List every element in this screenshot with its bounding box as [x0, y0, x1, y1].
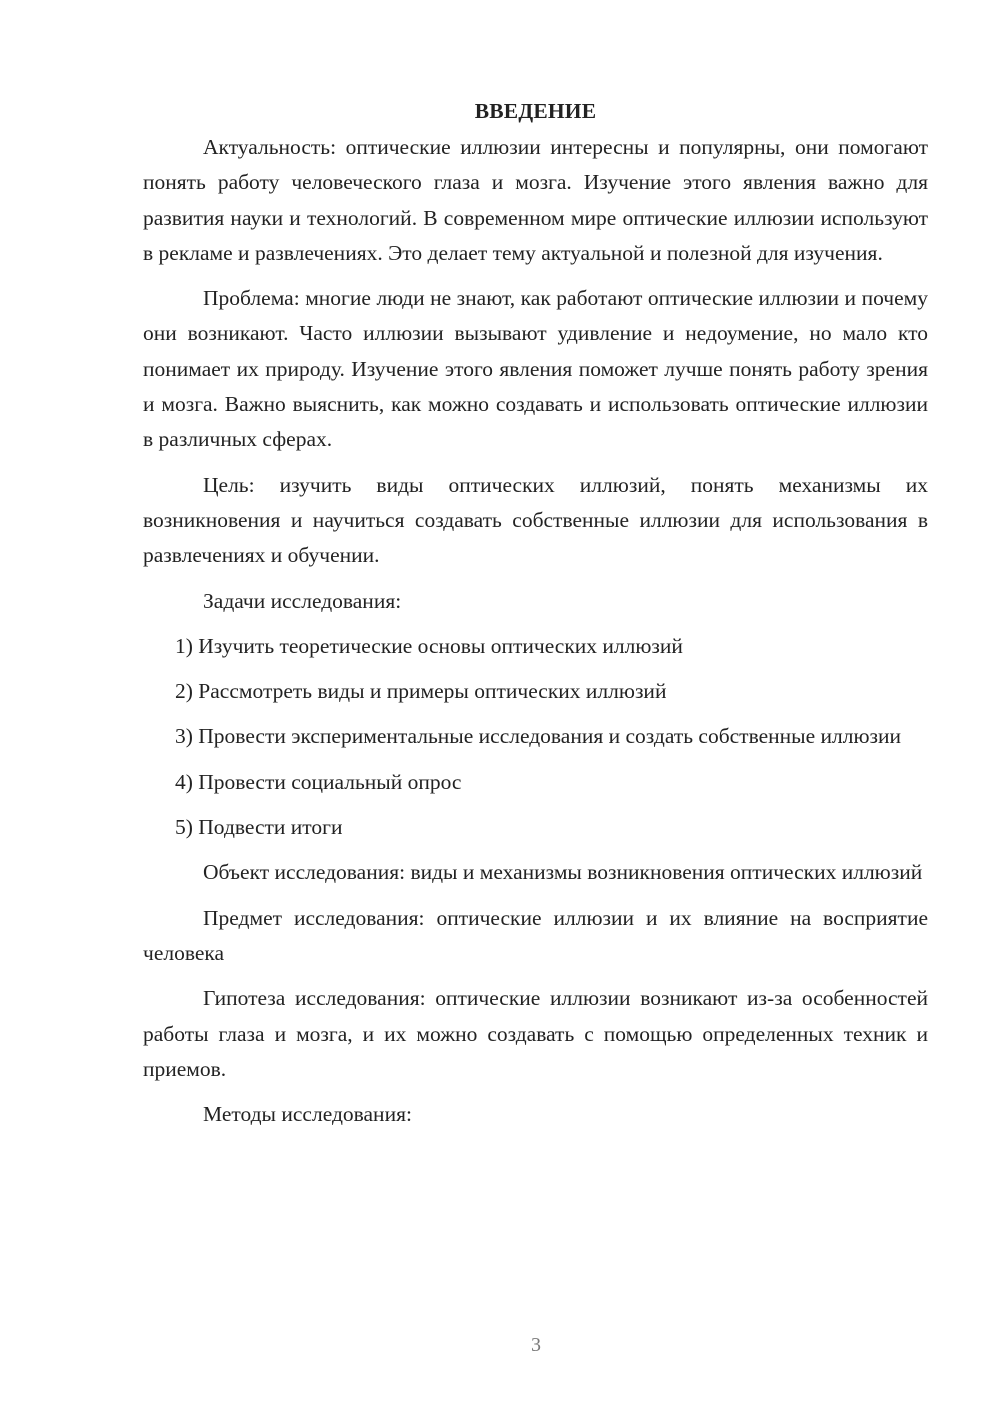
task-item: 1) Изучить теоретические основы оптических иллюзий: [175, 633, 683, 658]
page-content: [143, 94, 928, 1142]
task-item: 5) Подвести итоги: [175, 815, 343, 840]
goal-paragraph: Цель: изучить виды оптических иллюзий, понять механизмы их возникновения и научиться создавать собственные иллюзии для использования в развлечениях и обучении.: [143, 472, 928, 568]
subject-paragraph: Предмет исследования: оптические иллюзии и их влияние на восприятие человека: [143, 905, 928, 965]
methods-title: Методы исследования:: [203, 1102, 412, 1127]
task-item: 2) Рассмотреть виды и примеры оптических иллюзий: [175, 679, 667, 704]
section-heading: ВВЕДЕНИЕ: [474, 99, 597, 123]
hypothesis-paragraph: Гипотеза исследования: оптические иллюзии возникают из-за особенностей работы глаза и мозга, и их можно создавать с помощью определенных техник и приемов.: [143, 986, 928, 1081]
relevance-paragraph: Актуальность: оптические иллюзии интересны и популярны, они помогают понять работу человеческого глаза и мозга. Изучение этого явления важно для развития науки и технологий. В современном мире оптические иллюзии используют в рекламе и развлечениях. Это делает тему актуальной и полезной для изучения.: [143, 135, 928, 265]
tasks-title: Задачи исследования:: [203, 588, 402, 613]
task-item: 3) Провести экспериментальные исследования и создать собственные иллюзии: [175, 724, 902, 749]
object-paragraph: Объект исследования: виды и механизмы возникновения оптических иллюзий: [203, 860, 923, 885]
page-number: 3: [531, 1334, 541, 1356]
problem-paragraph: Проблема: многие люди не знают, как работают оптические иллюзии и почему они возникают. Часто иллюзии вызывают удивление и недоумение, но мало кто понимает их природу. Изучение этого явления поможет лучше понять работу зрения и мозга. Важно выяснить, как можно создавать и использовать оптические иллюзии в различных сферах.: [143, 286, 928, 452]
task-item: 4) Провести социальный опрос: [175, 769, 462, 794]
